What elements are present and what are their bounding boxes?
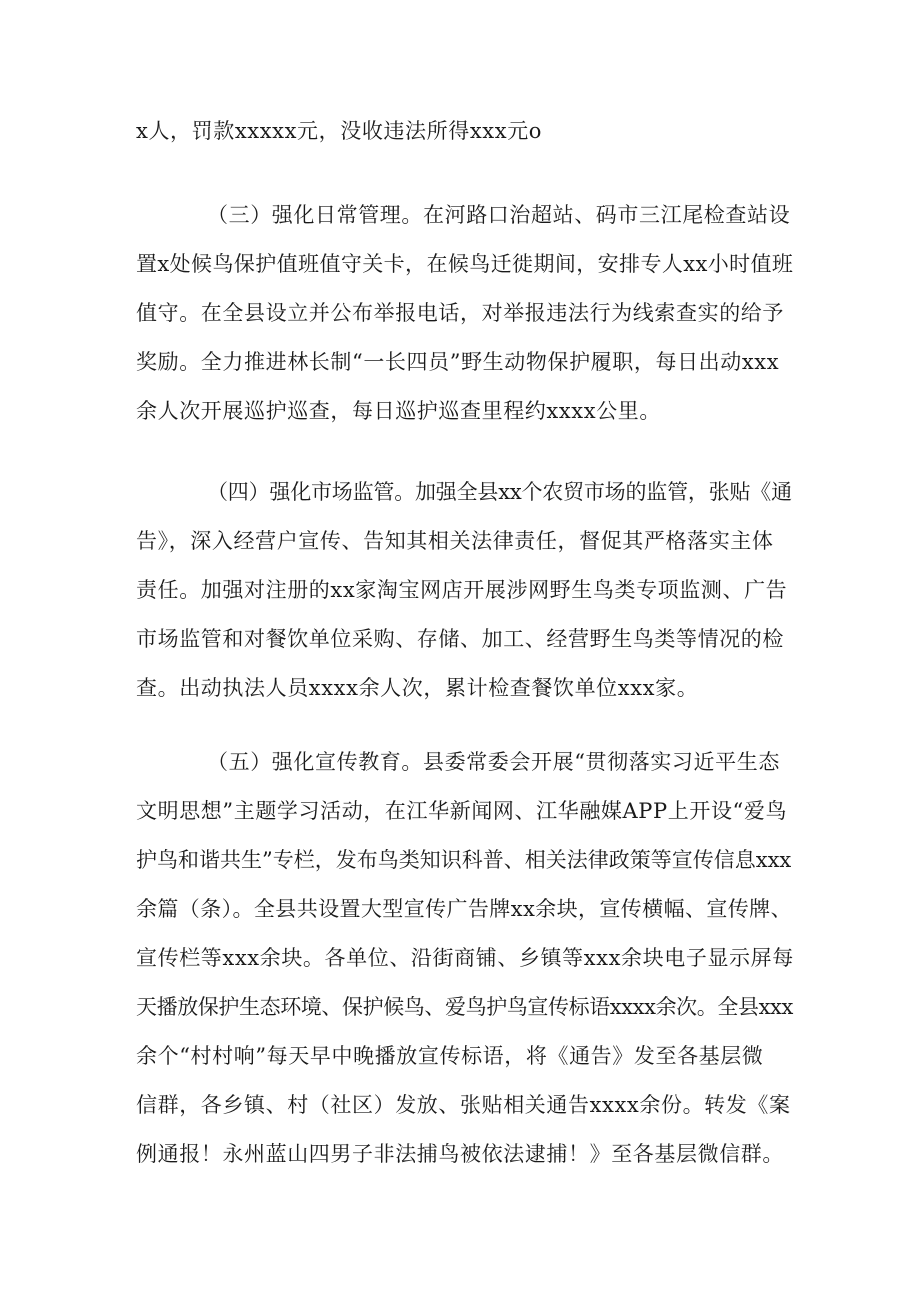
paragraph-4-line-4: 市场监管和对餐饮单位采购、存储、加工、经营野生鸟类等情况的检 <box>136 627 784 651</box>
paragraph-5-line-6: 天播放保护生态环境、保护候鸟、爱鸟护鸟宣传标语xxxx余次。全县xxx <box>136 995 793 1019</box>
paragraph-3-line-3: 值守。在全县设立并公布举报电话，对举报违法行为线索查实的给予 <box>136 301 784 325</box>
paragraph-3-line-5: 余人次开展巡护巡查，每日巡护巡查里程约xxxx公里。 <box>136 399 661 423</box>
paragraph-0-line-1: x人，罚款xxxxx元，没收违法所得xxx元o <box>136 119 543 143</box>
paragraph-5-line-4: 余篇（条）。全县共设置大型宣传广告牌xx余块，宣传横幅、宣传牌、 <box>136 897 792 921</box>
paragraph-3-line-1: （三）强化日常管理。在河路口治超站、码市三江尾检查站设 <box>207 203 791 227</box>
paragraph-3-line-2: 置x处候鸟保护值班值守关卡，在候鸟迁徙期间，安排专人xx小时值班 <box>136 252 794 276</box>
paragraph-5-line-9: 例通报！永州蓝山四男子非法捕鸟被依法逮捕！》至各基层微信群。 <box>136 1142 784 1166</box>
paragraph-5-line-7: 余个“村村响”每天早中晚播放宣传标语，将《通告》发至各基层微 <box>136 1044 764 1068</box>
paragraph-4-line-1: （四）强化市场监管。加强全县xx个农贸市场的监管，张贴《通 <box>207 480 792 504</box>
paragraph-4-line-5: 查。出动执法人员xxxx余人次，累计检查餐饮单位xxx家。 <box>136 676 699 700</box>
paragraph-5-line-8: 信群，各乡镇、村（社区）发放、张贴相关通告xxxx余份。转发《案 <box>136 1093 791 1117</box>
paragraph-5-line-1: （五）强化宣传教育。县委常委会开展“贯彻落实习近平生态 <box>207 750 780 774</box>
paragraph-5-line-3: 护鸟和谐共生”专栏，发布鸟类知识科普、相关法律政策等宣传信息xxx <box>136 848 792 872</box>
paragraph-3-line-4: 奖励。全力推进林长制“一长四员”野生动物保护履职，每日出动xxx <box>136 350 780 374</box>
paragraph-4-line-3: 责任。加强对注册的xx家淘宝网店开展涉网野生鸟类专项监测、广告 <box>136 578 788 602</box>
paragraph-4-line-2: 告》，深入经营户宣传、告知其相关法律责任，督促其严格落实主体 <box>136 529 774 553</box>
paragraph-5-line-5: 宣传栏等xxx余块。各单位、沿街商铺、乡镇等xxx余块电子显示屏每 <box>136 946 794 970</box>
paragraph-5-line-2: 文明思想”主题学习活动，在江华新闻网、江华融媒APP上开设“爱鸟 <box>136 799 788 823</box>
